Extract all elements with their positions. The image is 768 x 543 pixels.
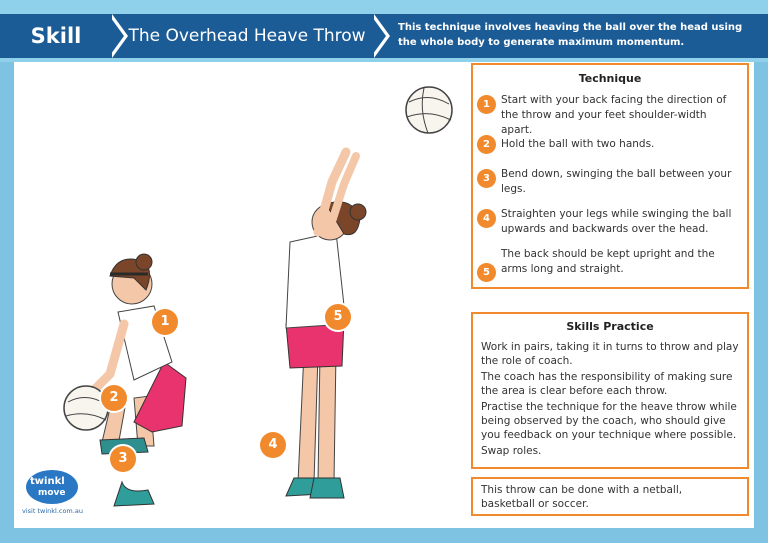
header-description: This technique involves heaving the ball over the head using the whole body to generate maximum momentum. [398,22,743,48]
step-number: 5 [477,263,496,282]
step-text: Straighten your legs while swinging the ball upwards and backwards over the head. [501,208,732,235]
callout-3: 3 [110,446,136,472]
technique-title: Technique [578,72,642,85]
step-text: The back should be kept upright and the arms long and straight. [501,248,715,275]
practice-paragraph: The coach has the responsibility of making sure the area is clear before each throw. [481,371,733,397]
logo-word-2: move [38,488,66,498]
logo-word-1: twinkl [30,476,65,487]
flying-ball-icon [406,87,452,133]
step-number: 2 [477,135,496,154]
practice-paragraph: Swap roles. [481,445,542,457]
step-number: 1 [477,95,496,114]
skills-practice-title: Skills Practice [566,320,654,333]
practice-paragraph: Practise the technique for the heave throw while being observed by the coach, who should give you feedback on your technique where possible. [481,401,737,441]
callout-2: 2 [101,385,127,411]
twinkl-move-logo [26,470,78,504]
callout-4: 4 [260,432,286,458]
step-number: 4 [477,209,496,228]
step-text: Hold the ball with two hands. [501,138,655,150]
callout-1: 1 [152,309,178,335]
standing-girl-figure [286,152,366,498]
technique-box [471,63,749,289]
category-label: Skill [30,24,82,48]
step-text: Start with your back facing the direction of the throw and your feet shoulder-width apart. [501,94,727,136]
illustration [14,62,464,528]
step-text: Bend down, swinging the ball between your legs. [501,168,732,195]
note-text: This throw can be done with a netball, basketball or soccer. [481,484,683,510]
page-title: The Overhead Heave Throw [128,26,366,46]
website-link[interactable]: visit twinkl.com.au [22,507,83,515]
skills-practice-box [471,312,749,469]
step-number: 3 [477,169,496,188]
header-chevron-2-inner [370,14,386,58]
callout-5: 5 [325,304,351,330]
practice-paragraph: Work in pairs, taking it in turns to throw and play the role of coach. [481,341,739,367]
note-box [471,477,749,516]
